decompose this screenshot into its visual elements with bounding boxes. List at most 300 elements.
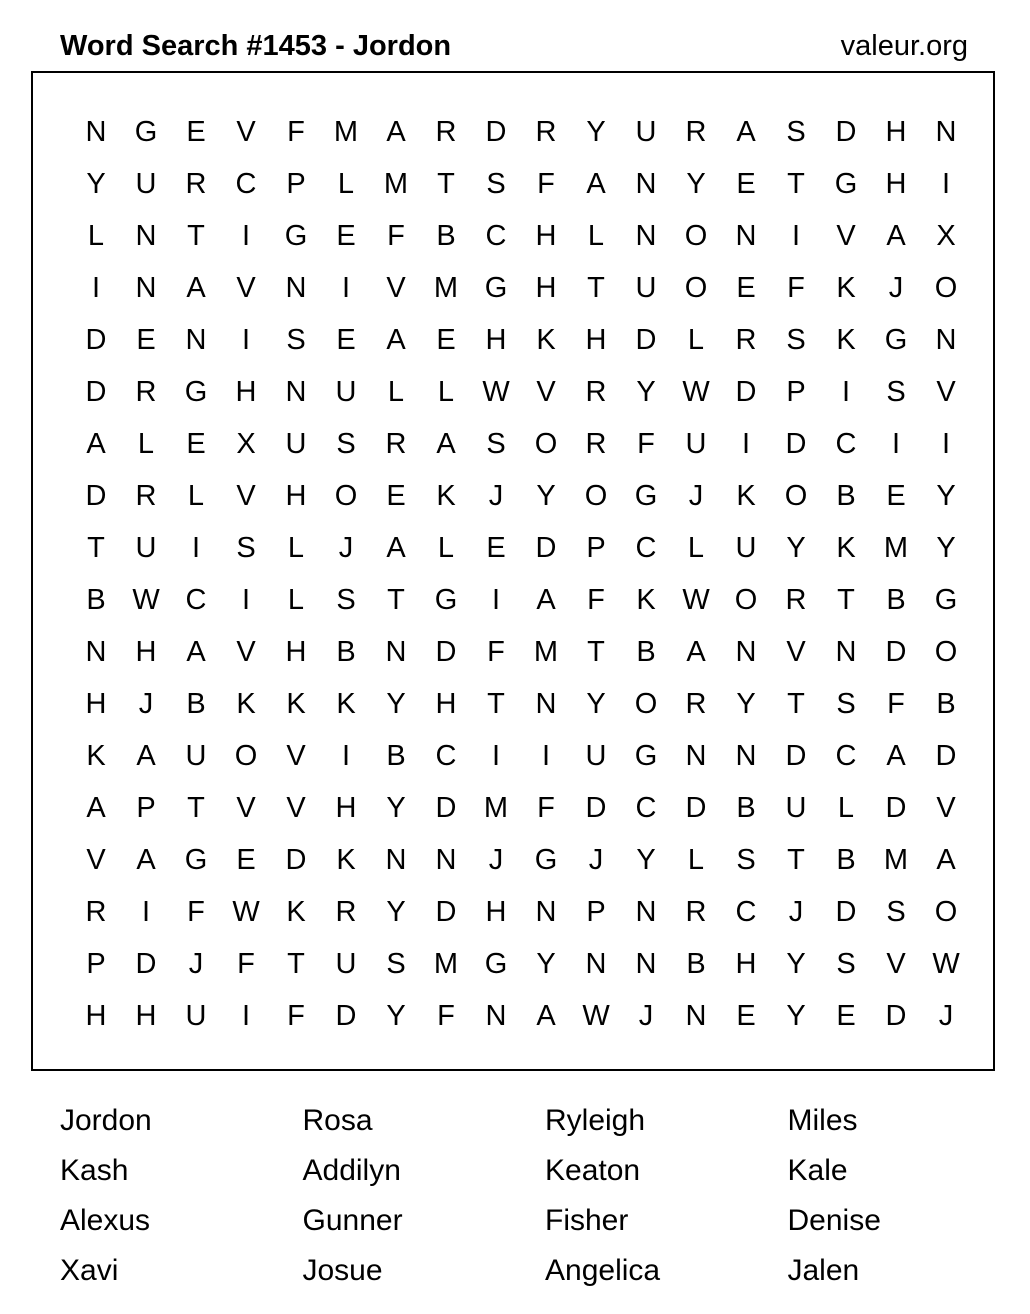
grid-letter: V: [236, 635, 256, 668]
word-list-item: Denise: [787, 1204, 881, 1237]
grid-letter: D: [435, 895, 457, 928]
grid-letter: N: [285, 375, 307, 408]
grid-letter: G: [184, 843, 208, 876]
grid-letter: L: [287, 583, 305, 616]
grid-letter: U: [785, 791, 807, 824]
grid-letter: D: [835, 895, 857, 928]
grid-letter: B: [636, 635, 656, 668]
grid-letter: T: [387, 583, 405, 616]
grid-letter: K: [336, 687, 356, 720]
grid-letter: S: [236, 531, 256, 564]
grid-letter: M: [333, 115, 359, 148]
grid-letter: N: [535, 687, 557, 720]
grid-letter: R: [685, 687, 707, 720]
grid-letter: V: [286, 791, 306, 824]
grid-letter: I: [341, 271, 351, 304]
grid-letter: I: [791, 219, 801, 252]
grid-letter: C: [635, 531, 657, 564]
word-list-item: Xavi: [60, 1254, 119, 1287]
grid-letter: M: [883, 843, 909, 876]
grid-letter: O: [334, 479, 358, 512]
grid-letter: T: [187, 219, 205, 252]
grid-letter: A: [536, 999, 556, 1032]
grid-letter: D: [885, 999, 907, 1032]
grid-letter: F: [787, 271, 805, 304]
grid-letter: F: [387, 219, 405, 252]
grid-letter: F: [637, 427, 655, 460]
grid-letter: W: [232, 895, 260, 928]
grid-letter: M: [433, 271, 459, 304]
grid-letter: W: [682, 375, 710, 408]
grid-letter: L: [437, 375, 455, 408]
grid-letter: U: [135, 167, 157, 200]
grid-letter: E: [386, 479, 406, 512]
grid-letter: Y: [386, 687, 406, 720]
grid-letter: N: [85, 115, 107, 148]
grid-letter: I: [941, 427, 951, 460]
grid-letter: G: [484, 271, 508, 304]
grid-letter: E: [436, 323, 456, 356]
grid-letter: G: [134, 115, 158, 148]
grid-letter: S: [786, 323, 806, 356]
word-list: [60, 1096, 1030, 1296]
grid-letter: A: [536, 583, 556, 616]
grid-letter: T: [437, 167, 455, 200]
grid-letter: S: [486, 427, 506, 460]
grid-letter: M: [483, 791, 509, 824]
grid-letter: V: [286, 739, 306, 772]
grid-letter: W: [132, 583, 160, 616]
grid-letter: D: [285, 843, 307, 876]
grid-letter: A: [386, 531, 406, 564]
grid-letter: A: [86, 791, 106, 824]
grid-letter: I: [491, 583, 501, 616]
grid-letter: Y: [786, 999, 806, 1032]
word-list-item: Ryleigh: [545, 1104, 646, 1137]
grid-letter: H: [435, 687, 457, 720]
grid-letter: N: [135, 219, 157, 252]
grid-letter: Y: [86, 167, 106, 200]
grid-letter: T: [787, 843, 805, 876]
grid-letter: E: [886, 479, 906, 512]
grid-letter: O: [734, 583, 758, 616]
grid-letter: S: [836, 947, 856, 980]
grid-letter: S: [336, 427, 356, 460]
grid-letter: T: [87, 531, 105, 564]
word-list-item: Kash: [60, 1154, 129, 1187]
grid-letter: J: [188, 947, 204, 980]
grid-letter: N: [635, 167, 657, 200]
grid-letter: J: [788, 895, 804, 928]
grid-letter: N: [385, 635, 407, 668]
grid-letter: K: [236, 687, 256, 720]
grid-letter: D: [835, 115, 857, 148]
grid-letter: V: [236, 271, 256, 304]
word-list-item: Rosa: [302, 1104, 373, 1137]
grid-letter: R: [685, 895, 707, 928]
grid-letter: E: [736, 999, 756, 1032]
grid-letter: A: [736, 115, 756, 148]
grid-letter: K: [286, 895, 306, 928]
grid-letter: L: [287, 531, 305, 564]
grid-letter: E: [336, 323, 356, 356]
grid-letter: Y: [736, 687, 756, 720]
grid-letter: O: [684, 271, 708, 304]
grid-letter: Y: [636, 843, 656, 876]
grid-letter: U: [735, 531, 757, 564]
grid-letter: G: [834, 167, 858, 200]
grid-letter: V: [936, 791, 956, 824]
grid-letter: B: [186, 687, 206, 720]
word-list-item: Angelica: [545, 1254, 661, 1287]
grid-letter: R: [735, 323, 757, 356]
grid-letter: L: [687, 531, 705, 564]
grid-letter: D: [135, 947, 157, 980]
word-list-item: Fisher: [545, 1204, 629, 1237]
grid-letter: S: [386, 947, 406, 980]
grid-letter: N: [735, 739, 757, 772]
grid-letter: N: [685, 739, 707, 772]
grid-letter: O: [534, 427, 558, 460]
grid-letter: Y: [686, 167, 706, 200]
grid-letter: V: [236, 791, 256, 824]
grid-letter: D: [785, 739, 807, 772]
grid-letter: L: [587, 219, 605, 252]
grid-letter: N: [435, 843, 457, 876]
grid-letter: O: [684, 219, 708, 252]
grid-letter: V: [236, 115, 256, 148]
grid-letter: N: [635, 219, 657, 252]
grid-letter: S: [286, 323, 306, 356]
grid-letter: G: [184, 375, 208, 408]
grid-letter: N: [685, 999, 707, 1032]
grid-letter: R: [435, 115, 457, 148]
grid-letter: J: [138, 687, 154, 720]
grid-letter: S: [886, 895, 906, 928]
grid-letter: K: [336, 843, 356, 876]
grid-letter: Y: [636, 375, 656, 408]
grid-letter: I: [341, 739, 351, 772]
grid-letter: N: [85, 635, 107, 668]
grid-letter: R: [135, 375, 157, 408]
grid-letter: L: [87, 219, 105, 252]
grid-letter: X: [936, 219, 956, 252]
word-list-item: Keaton: [545, 1154, 641, 1187]
grid-letter: A: [886, 219, 906, 252]
grid-letter: R: [585, 375, 607, 408]
grid-letter: O: [234, 739, 258, 772]
grid-letter: E: [736, 271, 756, 304]
grid-letter: Y: [386, 895, 406, 928]
grid-letter: I: [741, 427, 751, 460]
grid-letter: H: [85, 999, 107, 1032]
grid-letter: S: [886, 375, 906, 408]
grid-letter: D: [885, 635, 907, 668]
grid-letter: Y: [936, 531, 956, 564]
grid-letter: B: [386, 739, 406, 772]
grid-letter: I: [91, 271, 101, 304]
grid-letter: A: [86, 427, 106, 460]
grid-letter: L: [387, 375, 405, 408]
grid-letter: N: [935, 115, 957, 148]
grid-letter: L: [687, 323, 705, 356]
grid-letter: T: [287, 947, 305, 980]
grid-letter: U: [585, 739, 607, 772]
grid-letter: T: [587, 635, 605, 668]
grid-letter: R: [685, 115, 707, 148]
grid-letter: B: [936, 687, 956, 720]
word-list-item: Gunner: [302, 1204, 403, 1237]
grid-letter: N: [285, 271, 307, 304]
grid-letter: F: [287, 999, 305, 1032]
word-list-item: Josue: [302, 1254, 383, 1287]
grid-letter: H: [335, 791, 357, 824]
grid-letter: J: [488, 843, 504, 876]
grid-letter: L: [187, 479, 205, 512]
grid-letter: H: [285, 479, 307, 512]
grid-letter: D: [685, 791, 707, 824]
grid-letter: I: [241, 219, 251, 252]
grid-letter: V: [836, 219, 856, 252]
word-list-item: Miles: [787, 1104, 858, 1137]
grid-letter: F: [537, 791, 555, 824]
grid-letter: T: [787, 167, 805, 200]
grid-letter: O: [934, 635, 958, 668]
grid-letter: F: [587, 583, 605, 616]
grid-letter: P: [86, 947, 106, 980]
grid-letter: B: [836, 479, 856, 512]
grid-letter: B: [836, 843, 856, 876]
grid-letter: J: [938, 999, 954, 1032]
grid-letter: D: [485, 115, 507, 148]
grid-letter: P: [786, 375, 806, 408]
grid-letter: N: [585, 947, 607, 980]
grid-letter: G: [934, 583, 958, 616]
grid-letter: V: [786, 635, 806, 668]
grid-letter: A: [386, 323, 406, 356]
grid-letter: I: [141, 895, 151, 928]
grid-letter: U: [185, 739, 207, 772]
grid-letter: U: [635, 115, 657, 148]
word-list-item: Jalen: [787, 1254, 860, 1287]
grid-letter: H: [485, 323, 507, 356]
grid-letter: K: [836, 271, 856, 304]
grid-letter: R: [335, 895, 357, 928]
grid-letter: R: [535, 115, 557, 148]
grid-letter: N: [385, 843, 407, 876]
letter-grid-frame: [31, 71, 995, 1071]
grid-letter: D: [85, 375, 107, 408]
grid-letter: Y: [786, 947, 806, 980]
grid-letter: E: [186, 427, 206, 460]
grid-letter: I: [841, 375, 851, 408]
grid-letter: T: [787, 687, 805, 720]
grid-letter: V: [386, 271, 406, 304]
grid-letter: S: [486, 167, 506, 200]
grid-letter: V: [236, 479, 256, 512]
grid-letter: J: [488, 479, 504, 512]
grid-letter: P: [136, 791, 156, 824]
grid-letter: I: [541, 739, 551, 772]
grid-letter: K: [286, 687, 306, 720]
grid-letter: F: [537, 167, 555, 200]
grid-letter: M: [433, 947, 459, 980]
grid-letter: K: [86, 739, 106, 772]
grid-letter: T: [587, 271, 605, 304]
grid-letter: J: [888, 271, 904, 304]
grid-letter: D: [435, 635, 457, 668]
grid-letter: A: [386, 115, 406, 148]
grid-letter: L: [337, 167, 355, 200]
grid-letter: G: [484, 947, 508, 980]
grid-letter: J: [688, 479, 704, 512]
grid-letter: W: [582, 999, 610, 1032]
grid-letter: H: [235, 375, 257, 408]
grid-letter: F: [237, 947, 255, 980]
grid-letter: M: [883, 531, 909, 564]
grid-letter: W: [932, 947, 960, 980]
grid-letter: J: [338, 531, 354, 564]
grid-letter: N: [635, 895, 657, 928]
grid-letter: J: [588, 843, 604, 876]
grid-letter: G: [634, 739, 658, 772]
grid-letter: D: [935, 739, 957, 772]
grid-letter: E: [136, 323, 156, 356]
grid-letter: C: [485, 219, 507, 252]
grid-letter: A: [186, 271, 206, 304]
grid-letter: I: [891, 427, 901, 460]
grid-letter: K: [836, 531, 856, 564]
grid-letter: Y: [386, 791, 406, 824]
grid-letter: U: [635, 271, 657, 304]
grid-letter: C: [835, 427, 857, 460]
grid-letter: M: [383, 167, 409, 200]
word-list-item: Kale: [787, 1154, 848, 1187]
grid-letter: R: [135, 479, 157, 512]
grid-letter: D: [335, 999, 357, 1032]
grid-letter: R: [85, 895, 107, 928]
grid-letter: G: [434, 583, 458, 616]
grid-letter: I: [941, 167, 951, 200]
grid-letter: P: [286, 167, 306, 200]
grid-letter: K: [736, 479, 756, 512]
grid-letter: B: [736, 791, 756, 824]
grid-letter: C: [735, 895, 757, 928]
grid-letter: C: [185, 583, 207, 616]
grid-letter: R: [585, 427, 607, 460]
grid-letter: D: [885, 791, 907, 824]
grid-letter: U: [335, 947, 357, 980]
grid-letter: B: [336, 635, 356, 668]
grid-letter: R: [185, 167, 207, 200]
grid-letter: D: [635, 323, 657, 356]
grid-letter: H: [285, 635, 307, 668]
grid-letter: Y: [586, 115, 606, 148]
grid-letter: A: [886, 739, 906, 772]
grid-letter: B: [436, 219, 456, 252]
grid-letter: H: [535, 271, 557, 304]
grid-letter: H: [485, 895, 507, 928]
grid-letter: D: [735, 375, 757, 408]
grid-letter: L: [837, 791, 855, 824]
grid-letter: A: [136, 739, 156, 772]
grid-letter: V: [886, 947, 906, 980]
grid-letter: N: [835, 635, 857, 668]
grid-letter: D: [785, 427, 807, 460]
word-list-item: Alexus: [60, 1204, 151, 1237]
grid-letter: N: [635, 947, 657, 980]
grid-letter: N: [735, 219, 757, 252]
grid-letter: A: [936, 843, 956, 876]
grid-letter: J: [638, 999, 654, 1032]
grid-letter: O: [634, 687, 658, 720]
grid-letter: H: [885, 115, 907, 148]
grid-letter: X: [236, 427, 256, 460]
grid-letter: D: [435, 791, 457, 824]
grid-letter: I: [191, 531, 201, 564]
grid-letter: F: [887, 687, 905, 720]
grid-letter: K: [636, 583, 656, 616]
grid-letter: D: [85, 479, 107, 512]
grid-letter: B: [886, 583, 906, 616]
grid-letter: K: [536, 323, 556, 356]
grid-letter: V: [936, 375, 956, 408]
grid-letter: G: [884, 323, 908, 356]
grid-letter: Y: [936, 479, 956, 512]
grid-letter: W: [682, 583, 710, 616]
grid-letter: F: [487, 635, 505, 668]
grid-letter: H: [135, 999, 157, 1032]
grid-letter: G: [534, 843, 558, 876]
site-name: valeur.org: [840, 30, 968, 62]
grid-letter: E: [836, 999, 856, 1032]
word-list-item: Jordon: [60, 1104, 152, 1137]
grid-letter: L: [687, 843, 705, 876]
grid-letter: F: [287, 115, 305, 148]
grid-letter: L: [437, 531, 455, 564]
grid-letter: H: [735, 947, 757, 980]
grid-letter: H: [535, 219, 557, 252]
grid-letter: U: [185, 999, 207, 1032]
grid-letter: U: [685, 427, 707, 460]
grid-letter: S: [336, 583, 356, 616]
grid-letter: T: [187, 791, 205, 824]
word-list-item: Addilyn: [302, 1154, 401, 1187]
grid-letter: E: [736, 167, 756, 200]
grid-letter: U: [285, 427, 307, 460]
grid-letter: H: [85, 687, 107, 720]
grid-letter: U: [335, 375, 357, 408]
grid-letter: L: [137, 427, 155, 460]
grid-letter: I: [241, 323, 251, 356]
grid-letter: P: [586, 895, 606, 928]
grid-letter: S: [736, 843, 756, 876]
grid-letter: H: [885, 167, 907, 200]
grid-letter: G: [284, 219, 308, 252]
grid-letter: I: [241, 999, 251, 1032]
grid-letter: E: [236, 843, 256, 876]
grid-letter: P: [586, 531, 606, 564]
grid-letter: Y: [536, 947, 556, 980]
grid-letter: S: [836, 687, 856, 720]
grid-letter: E: [186, 115, 206, 148]
grid-letter: V: [536, 375, 556, 408]
grid-letter: N: [185, 323, 207, 356]
grid-letter: D: [85, 323, 107, 356]
grid-letter: H: [135, 635, 157, 668]
grid-letter: H: [585, 323, 607, 356]
grid-letter: A: [186, 635, 206, 668]
